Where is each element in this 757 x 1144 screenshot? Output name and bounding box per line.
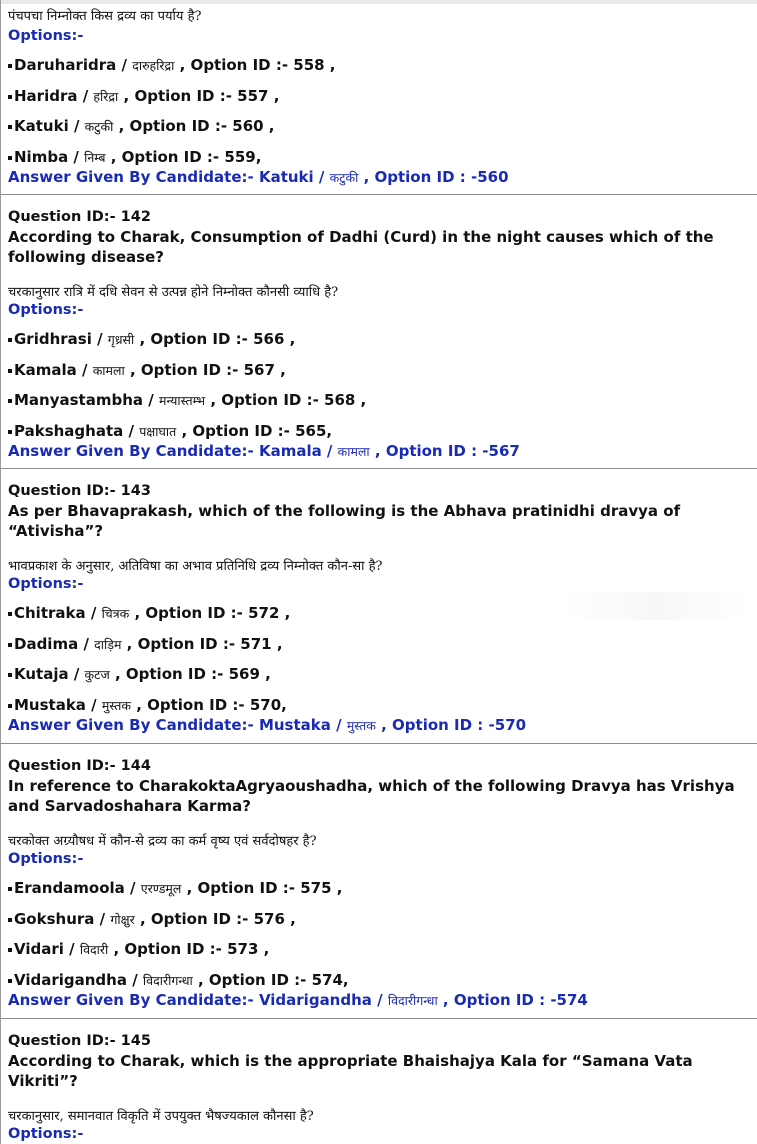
question-144-answer: Answer Given By Candidate:- Vidarigandha / विदारीगन्धा , Option ID : -574 <box>8 991 588 1009</box>
bullet-icon <box>8 704 12 708</box>
bullet-icon <box>8 369 12 373</box>
question-143-id: Question ID:- 143 <box>8 483 151 499</box>
separator <box>1 194 757 195</box>
question-141-answer: Answer Given By Candidate:- Katuki / कटुकी , Option ID : -560 <box>8 168 509 186</box>
question-143-option-4: Mustaka / मुस्तक , Option ID :- 570, <box>8 695 747 715</box>
question-141-option-2: Haridra / हरिद्रा , Option ID :- 557 , <box>8 86 747 106</box>
question-144-option-1: Erandamoola / एरण्डमूल , Option ID :- 575 , <box>8 878 747 898</box>
bullet-icon <box>8 430 12 434</box>
question-141-hindi: पंचपचा निम्नोक्त किस द्रव्य का पर्याय है? <box>8 9 202 24</box>
bullet-icon <box>8 979 12 983</box>
question-144-option-3: Vidari / विदारी , Option ID :- 573 , <box>8 939 747 959</box>
question-145-text: According to Charak, which is the appropriate Bhaishajya Kala for “Samana Vata Vikriti”? <box>8 1052 693 1090</box>
question-144-hindi: चरकोक्त अग्र्यौषध में कौन-से द्रव्य का कर्म वृष्य एवं सर्वदोषहर है? <box>8 834 317 849</box>
bullet-icon <box>8 948 12 952</box>
bullet-icon <box>8 125 12 129</box>
question-142-text: According to Charak, Consumption of Dadhi (Curd) in the night causes which of the following disease? <box>8 228 714 266</box>
bullet-icon <box>8 64 12 68</box>
separator <box>1 1018 757 1019</box>
question-141-option-4: Nimba / निम्ब , Option ID :- 559, <box>8 147 747 167</box>
bullet-icon <box>8 612 12 616</box>
question-142-answer: Answer Given By Candidate:- Kamala / कामला , Option ID : -567 <box>8 442 520 460</box>
question-144-option-2: Gokshura / गोक्षुर , Option ID :- 576 , <box>8 909 747 929</box>
question-143-hindi: भावप्रकाश के अनुसार, अतिविषा का अभाव प्रतिनिधि द्रव्य निम्नोक्त कौन-सा है? <box>8 559 383 574</box>
separator <box>1 743 757 744</box>
question-143-text: As per Bhavaprakash, which of the following is the Abhava pratinidhi dravya of “Ativisha”? <box>8 502 681 540</box>
bullet-icon <box>8 887 12 891</box>
question-144-option-4: Vidarigandha / विदारीगन्धा , Option ID :- 574, <box>8 970 747 990</box>
question-143-option-2: Dadima / दाड़िम , Option ID :- 571 , <box>8 634 747 654</box>
question-144-text: In reference to CharakoktaAgryaoushadha, which of the following Dravya has Vrishya and Sarvadoshahara Karma? <box>8 777 735 815</box>
question-143-answer: Answer Given By Candidate:- Mustaka / मुस्तक , Option ID : -570 <box>8 716 527 734</box>
question-142-options-label: Options:- <box>8 302 84 318</box>
top-strip <box>1 0 757 4</box>
question-144-options-label: Options:- <box>8 851 84 867</box>
bullet-icon <box>8 918 12 922</box>
question-142-option-1: Gridhrasi / गृध्रसी , Option ID :- 566 , <box>8 329 747 349</box>
bullet-icon <box>8 338 12 342</box>
question-143-option-3: Kutaja / कुटज , Option ID :- 569 , <box>8 664 747 684</box>
question-141-options-label: Options:- <box>8 28 84 44</box>
question-142-option-4: Pakshaghata / पक्षाघात , Option ID :- 565, <box>8 421 747 441</box>
separator <box>1 468 757 469</box>
question-145-options-label: Options:- <box>8 1126 84 1142</box>
question-144-id: Question ID:- 144 <box>8 758 151 774</box>
bullet-icon <box>8 156 12 160</box>
question-142-option-2: Kamala / कामला , Option ID :- 567 , <box>8 360 747 380</box>
bullet-icon <box>8 673 12 677</box>
question-143-options-label: Options:- <box>8 576 84 592</box>
question-142-hindi: चरकानुसार रात्रि में दधि सेवन से उत्पन्न होने निम्नोक्त कौनसी व्याधि है? <box>8 285 339 300</box>
question-141-option-3: Katuki / कटुकी , Option ID :- 560 , <box>8 116 747 136</box>
question-145-hindi: चरकानुसार, समानवात विकृति में उपयुक्त भैषज्यकाल कौनसा है? <box>8 1109 314 1124</box>
bullet-icon <box>8 399 12 403</box>
question-141-option-1: Daruharidra / दारुहरिद्रा , Option ID :- 558 , <box>8 55 747 75</box>
question-143-option-1: Chitraka / चित्रक , Option ID :- 572 , <box>8 603 747 623</box>
question-145-id: Question ID:- 145 <box>8 1033 151 1049</box>
bullet-icon <box>8 95 12 99</box>
question-142-option-3: Manyastambha / मन्यास्तम्भ , Option ID :- 568 , <box>8 390 747 410</box>
bullet-icon <box>8 643 12 647</box>
question-142-id: Question ID:- 142 <box>8 209 151 225</box>
